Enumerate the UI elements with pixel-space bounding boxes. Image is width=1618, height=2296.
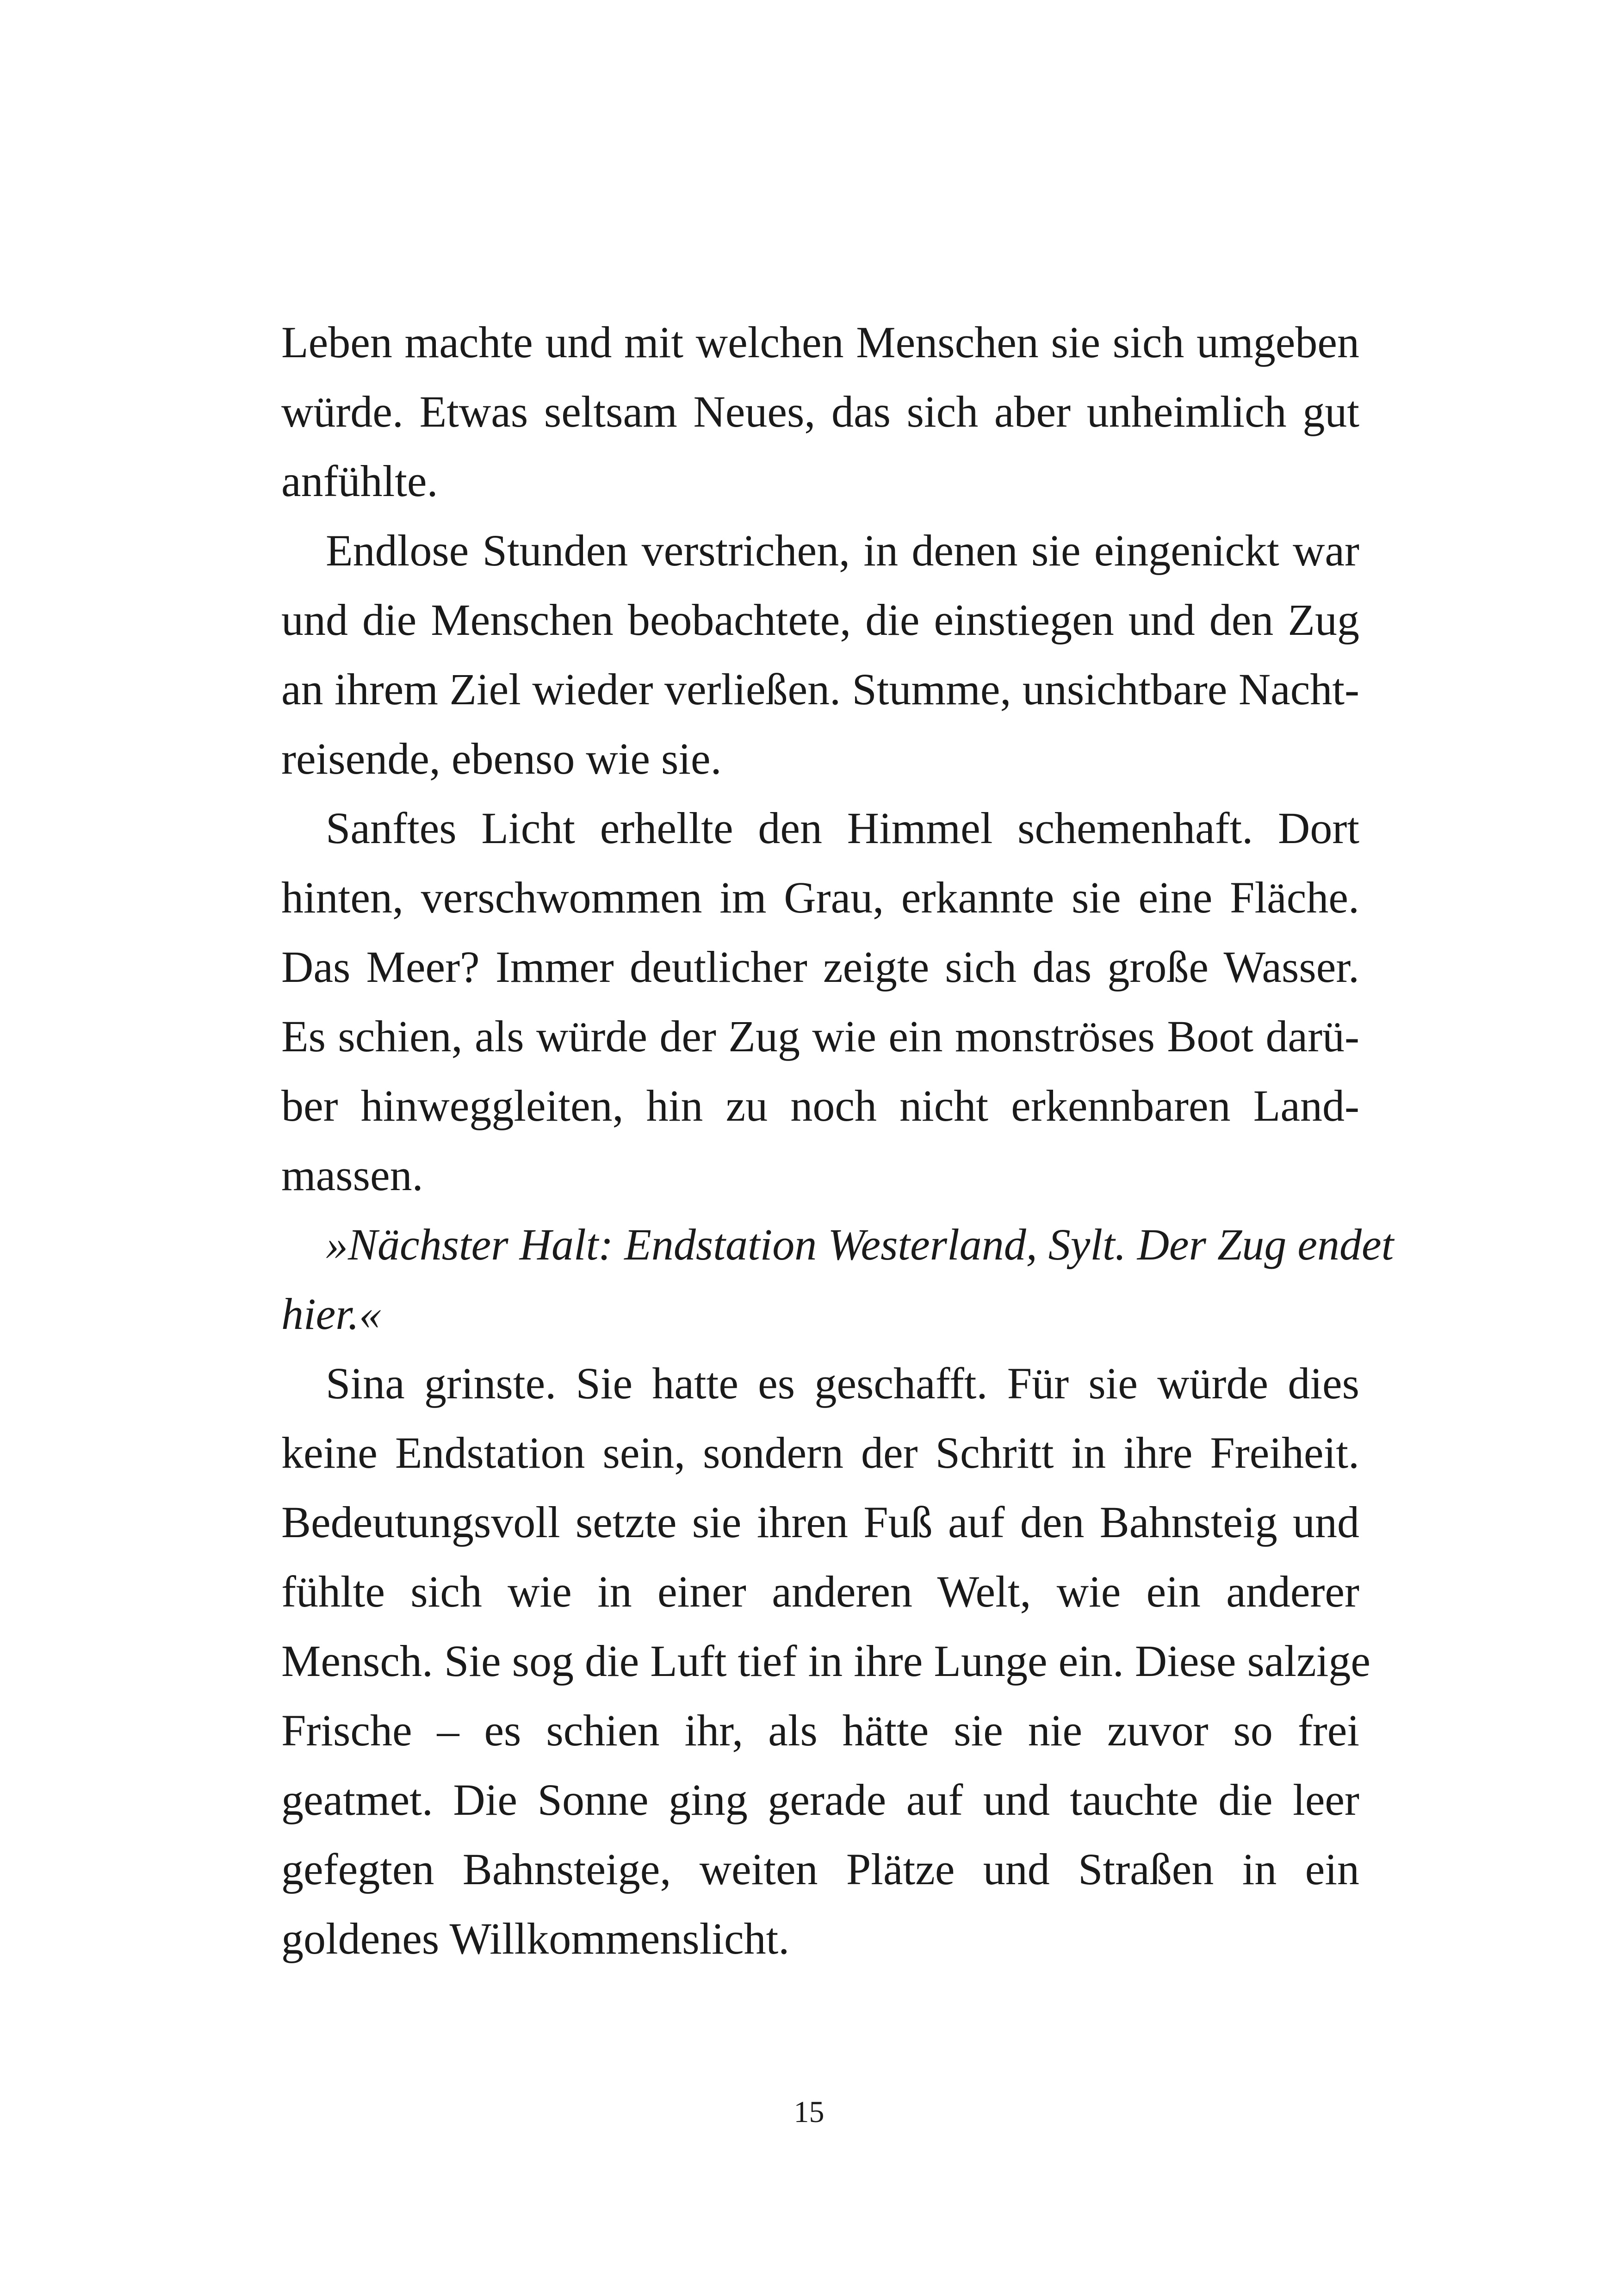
page-number: 15: [794, 2095, 824, 2129]
announcement-line: »Nächster Halt: Endstation Westerland, Sylt. Der Zug endet: [326, 1220, 1394, 1269]
text-line: massen.: [281, 1150, 423, 1200]
text-line: Endlose Stunden verstrichen, in denen sie eingenickt war: [326, 526, 1359, 575]
text-line: keine Endstation sein, sondern der Schritt in ihre Freiheit.: [281, 1428, 1359, 1477]
text-line: Mensch. Sie sog die Luft tief in ihre Lunge ein. Diese salzige: [281, 1636, 1371, 1686]
body-text: [281, 308, 1394, 1973]
text-line: und die Menschen beobachtete, die einstiegen und den Zug: [281, 595, 1359, 645]
text-line: Leben machte und mit welchen Menschen sie sich umgeben: [281, 317, 1359, 367]
text-line: würde. Etwas seltsam Neues, das sich aber unheimlich gut: [281, 387, 1359, 436]
announcement-line: hier.«: [281, 1289, 381, 1339]
text-line: anfühlte.: [281, 456, 438, 506]
text-line: Das Meer? Immer deutlicher zeigte sich das große Wasser.: [281, 942, 1359, 992]
text-line: geatmet. Die Sonne ging gerade auf und tauchte die leer: [281, 1775, 1359, 1824]
text-line: ber hinweggleiten, hin zu noch nicht erkennbaren Land-: [281, 1081, 1359, 1130]
text-line: Sina grinste. Sie hatte es geschafft. Für sie würde dies: [326, 1359, 1359, 1408]
text-line: Sanftes Licht erhellte den Himmel schemenhaft. Dort: [326, 803, 1359, 853]
text-line: gefegten Bahnsteige, weiten Plätze und Straßen in ein: [281, 1844, 1359, 1894]
text-line: fühlte sich wie in einer anderen Welt, wie ein anderer: [281, 1567, 1359, 1616]
text-line: an ihrem Ziel wieder verließen. Stumme, unsichtbare Nacht-: [281, 664, 1359, 714]
text-line: Bedeutungsvoll setzte sie ihren Fuß auf den Bahnsteig und: [281, 1497, 1359, 1547]
text-line: goldenes Willkommenslicht.: [281, 1914, 790, 1963]
text-line: Frische – es schien ihr, als hätte sie nie zuvor so frei: [281, 1706, 1359, 1755]
text-line: Es schien, als würde der Zug wie ein monströses Boot darü-: [281, 1011, 1359, 1061]
text-line: hinten, verschwommen im Grau, erkannte sie eine Fläche.: [281, 873, 1359, 922]
text-line: reisende, ebenso wie sie.: [281, 734, 722, 783]
